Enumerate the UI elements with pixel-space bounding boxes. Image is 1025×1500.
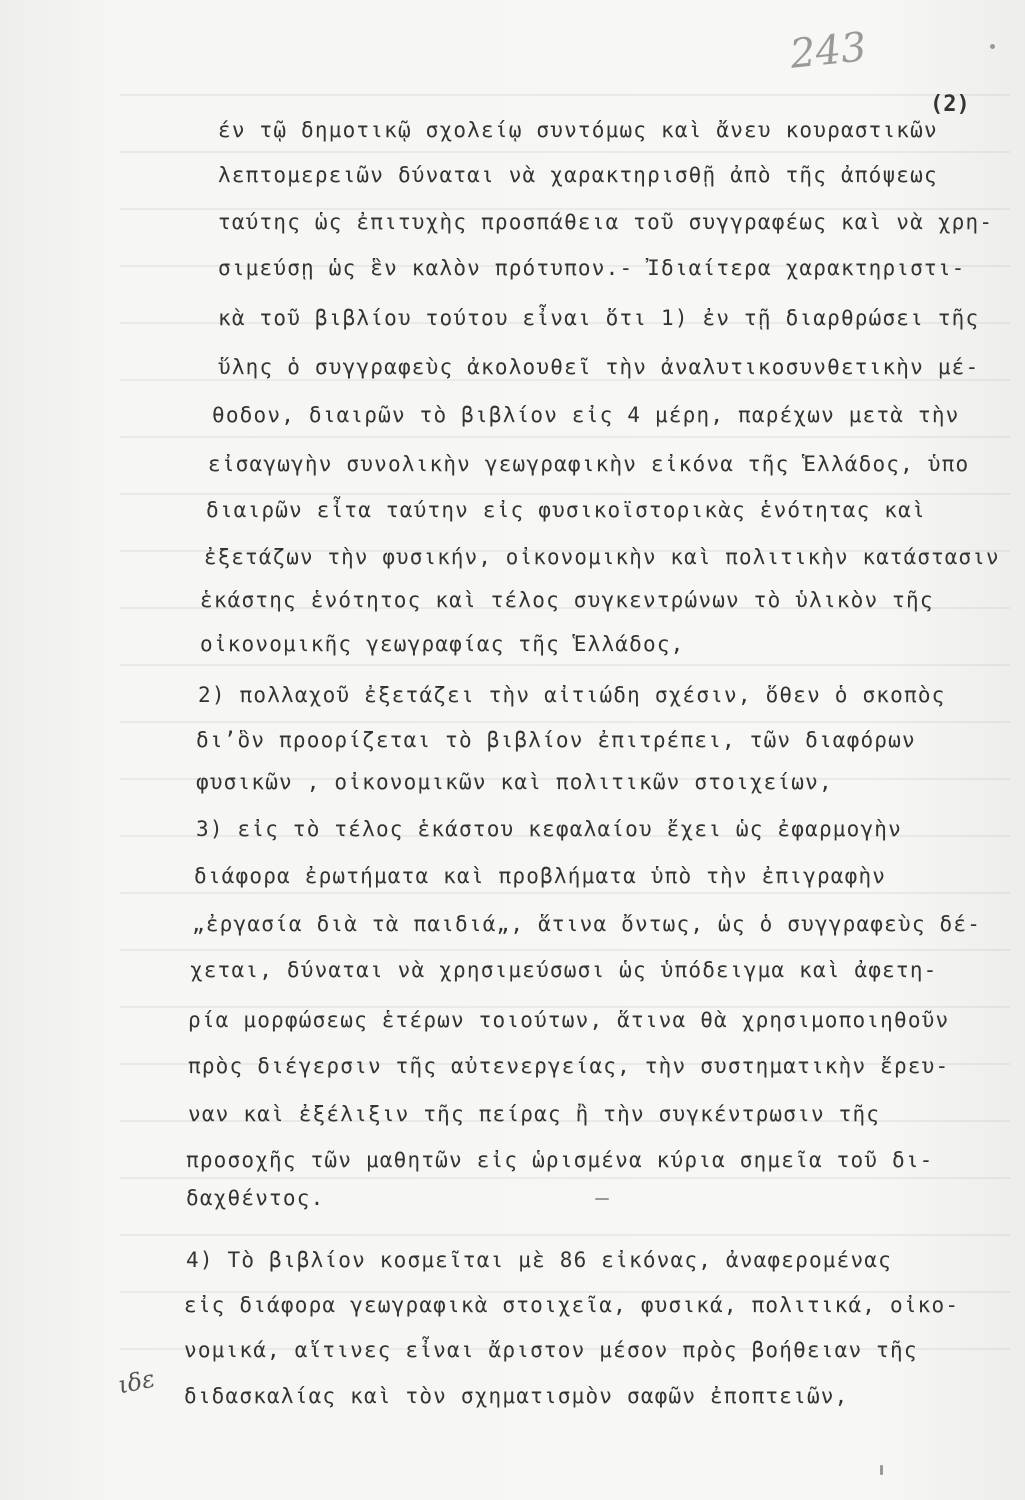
text-line: χεται, δύναται νὰ χρησιμεύσωσι ὡς ὑπόδειγμα καὶ ἀφετη- xyxy=(190,958,938,982)
text-line: προσοχῆς τῶν μαθητῶν εἰς ὡρισμένα κύρια σημεῖα τοῦ δι- xyxy=(186,1148,934,1172)
folio-number: 243 xyxy=(787,24,869,78)
text-line: λεπτομερειῶν δύναται νὰ χαρακτηρισθῇ ἀπὸ τῆς ἀπόψεως xyxy=(218,163,938,187)
text-line: νομικά, αἵτινες εἶναι ἄριστον μέσον πρὸς βοήθειαν τῆς xyxy=(184,1338,918,1362)
text-line: ναν καὶ ἐξέλιξιν τῆς πείρας ἢ τὴν συγκέντρωσιν τῆς xyxy=(188,1102,881,1126)
scan-speck xyxy=(880,1465,883,1475)
text-line: „ἐργασία διὰ τὰ παιδιά„, ἅτινα ὄντως, ὡς ὁ συγγραφεὺς δέ- xyxy=(192,912,982,936)
page-number: (2) xyxy=(930,92,970,117)
text-line: 4) Τὸ βιβλίον κοσμεῖται μὲ 86 εἰκόνας, ἀναφερομένας xyxy=(186,1248,892,1272)
scan-speck xyxy=(595,1198,609,1200)
text-line: ἐξετάζων τὴν φυσικήν, οἰκονομικὴν καὶ πολιτικὴν κατάστασιν xyxy=(204,545,1000,569)
text-line: οἰκονομικῆς γεωγραφίας τῆς Ἑλλάδος, xyxy=(200,632,685,656)
handwritten-margin-note: ιδε xyxy=(115,1364,158,1400)
text-line: ἑκάστης ἑνότητος καὶ τέλος συγκεντρώνων τὸ ὑλικὸν τῆς xyxy=(200,588,934,612)
text-line: κὰ τοῦ βιβλίου τούτου εἶναι ὅτι 1) ἐν τῇ διαρθρώσει τῆς xyxy=(218,306,980,330)
text-line: δαχθέντος. xyxy=(186,1186,325,1210)
text-line: έν τῷ δημοτικῷ σχολείῳ συντόμως καὶ ἄνευ κουραστικῶν xyxy=(218,118,938,142)
text-line: 2) πολλαχοῦ ἐξετάζει τὴν αἰτιώδη σχέσιν, ὅθεν ὁ σκοπὸς xyxy=(198,683,946,707)
text-line: εἰς διάφορα γεωγραφικὰ στοιχεῖα, φυσικά, πολιτικά, οἰκο- xyxy=(184,1293,960,1317)
text-line: διαιρῶν εἶτα ταύτην εἰς φυσικοϊστορικὰς ἑνότητας καὶ xyxy=(206,498,926,522)
text-line: εἰσαγωγὴν συνολικὴν γεωγραφικὴν εἰκόνα τῆς Ἑλλάδος, ὑπο xyxy=(208,452,970,476)
text-line: ὕλης ὁ συγγραφεὺς ἀκολουθεῖ τὴν ἀναλυτικοσυνθετικὴν μέ- xyxy=(218,355,980,379)
text-line: διάφορα ἐρωτήματα καὶ προβλήματα ὑπὸ τὴν ἐπιγραφὴν xyxy=(194,864,887,888)
text-line: σιμεύσῃ ὡς ἓν καλὸν πρότυπον.- Ἰδιαίτερα χαρακτηριστι- xyxy=(218,256,966,280)
scan-speck xyxy=(990,44,995,49)
text-line: 3) εἰς τὸ τέλος ἑκάστου κεφαλαίου ἔχει ὡς ἐφαρμογὴν xyxy=(196,817,902,841)
text-line: δι’ὃν προορίζεται τὸ βιβλίον ἐπιτρέπει, τῶν διαφόρων xyxy=(196,728,916,752)
text-line: πρὸς διέγερσιν τῆς αὐτενεργείας, τὴν συστηματικὴν ἔρευ- xyxy=(188,1054,950,1078)
text-line: ταύτης ὡς ἐπιτυχὴς προσπάθεια τοῦ συγγραφέως καὶ νὰ χρη- xyxy=(218,210,994,234)
text-line: διδασκαλίας καὶ τὸν σχηματισμὸν σαφῶν ἐποπτειῶν, xyxy=(184,1384,849,1408)
text-line: θοδον, διαιρῶν τὸ βιβλίον εἰς 4 μέρη, παρέχων μετὰ τὴν xyxy=(212,403,960,427)
text-line: ρία μορφώσεως ἑτέρων τοιούτων, ἅτινα θὰ χρησιμοποιηθοῦν xyxy=(188,1008,950,1032)
text-line: φυσικῶν , οἰκονομικῶν καὶ πολιτικῶν στοιχείων, xyxy=(196,770,833,794)
